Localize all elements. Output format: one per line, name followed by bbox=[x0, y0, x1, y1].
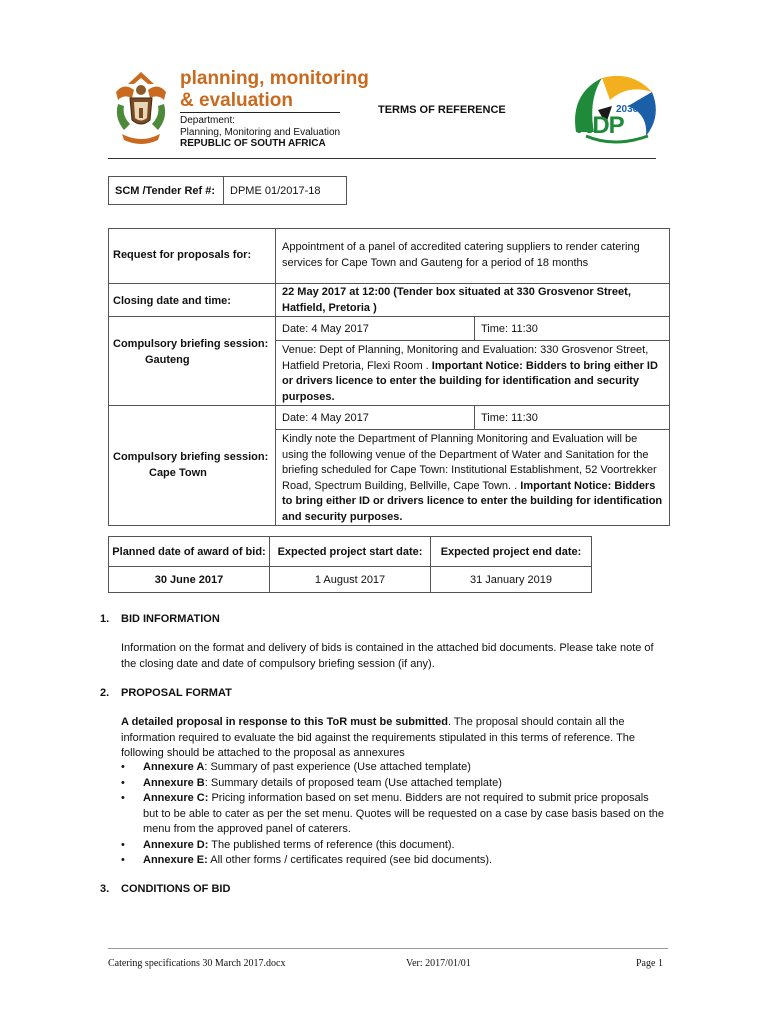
annex-item bbox=[121, 791, 666, 838]
start-date-header: Expected project start date: bbox=[270, 537, 431, 567]
capetown-notice: Important Notice: Bidders to bring either ID or drivers licence to enter the building for identification and security purposes. bbox=[282, 479, 663, 523]
annex-text: Pricing information based on set menu. Bidders are not required to submit price proposals but to be able to cater as per the set menu. Quotes will be requested on a case by case basis based on the menu from the approved panel of caterers. bbox=[143, 792, 664, 835]
end-date-value: 31 January 2019 bbox=[431, 567, 592, 593]
capetown-venue-text: Kindly note the Department of Planning Monitoring and Evaluation will be using the following venue of the Department of Water and Sanitation for the briefing scheduled for Cape Town: Institutional Establishment, 52 Voortrekker Road, Spectrum Building, Bellville, Cape Town. . bbox=[282, 433, 657, 492]
footer-rule bbox=[108, 948, 668, 949]
section-2-number: 2. bbox=[100, 687, 110, 699]
ndp-logo bbox=[566, 70, 662, 150]
end-date-header: Expected project end date: bbox=[431, 537, 592, 567]
annex-label: Annexure D: bbox=[143, 838, 209, 851]
annex-label: Annexure B bbox=[143, 776, 205, 789]
section-1-body: Information on the format and delivery of bids is contained in the attached bid documents. Please take note of the closing date and date of compulsory briefing session (if any). bbox=[121, 642, 654, 670]
closing-value: 22 May 2017 at 12:00 (Tender box situated at 330 Grosvenor Street, Hatfield, Pretoria ) bbox=[276, 284, 670, 317]
award-date-header: Planned date of award of bid: bbox=[109, 537, 270, 567]
gauteng-time: Time: 11:30 bbox=[475, 317, 670, 341]
closing-label-text: Closing date and time: bbox=[113, 295, 231, 307]
section-2-body bbox=[121, 715, 666, 762]
dept-name-line2: & evaluation bbox=[180, 90, 293, 111]
annex-item bbox=[121, 838, 666, 854]
closing-label bbox=[109, 284, 276, 317]
dates-table bbox=[108, 536, 592, 593]
annex-label: Annexure A bbox=[143, 761, 205, 773]
dept-sub1: Department: bbox=[180, 115, 236, 126]
section-2-text: . The proposal should contain all the information required to evaluate the bid against the requirements stipulated in this terms of reference. The following should be attached to the proposal as annexures bbox=[121, 716, 636, 759]
capetown-date: Date: 4 May 2017 bbox=[276, 406, 475, 430]
section-1-title: BID INFORMATION bbox=[121, 613, 220, 625]
section-2-lead: A detailed proposal in response to this ToR must be submitted bbox=[121, 716, 448, 728]
capetown-venue bbox=[276, 430, 670, 526]
request-label-text: Request for proposals for: bbox=[113, 249, 252, 261]
capetown-label-2: Cape Town bbox=[149, 466, 207, 479]
dept-logo bbox=[110, 68, 369, 150]
annex-label: Annexure C: bbox=[143, 792, 209, 804]
dept-name-line1: planning, monitoring bbox=[180, 68, 369, 89]
gauteng-label bbox=[109, 317, 276, 406]
coat-of-arms-icon bbox=[110, 68, 172, 150]
footer-page: Page 1 bbox=[636, 958, 663, 969]
gauteng-label-1: Compulsory briefing session: bbox=[113, 338, 269, 350]
annex-text: The published terms of reference (this document). bbox=[208, 838, 455, 851]
gauteng-venue-text: Venue: Dept of Planning, Monitoring and Evaluation: 330 Grosvenor Street, Hatfield Pretoria, Flexi Room . bbox=[282, 344, 649, 372]
ndp-text: NDP bbox=[576, 112, 624, 139]
gauteng-venue bbox=[276, 341, 670, 406]
annex-item bbox=[121, 776, 666, 792]
request-value: Appointment of a panel of accredited catering suppliers to render catering services for Cape Town and Gauteng for a period of 18 months bbox=[276, 229, 670, 284]
dept-sub2: Planning, Monitoring and Evaluation bbox=[180, 127, 341, 138]
section-3-number: 3. bbox=[100, 883, 110, 895]
annex-label: Annexure E: bbox=[143, 854, 208, 866]
award-date-value: 30 June 2017 bbox=[109, 567, 270, 593]
annex-item bbox=[121, 760, 666, 776]
annex-text: : Summary details of proposed team (Use attached template) bbox=[204, 776, 502, 789]
section-3-title: CONDITIONS OF BID bbox=[121, 883, 231, 895]
logo-divider bbox=[180, 112, 340, 113]
annex-text: : Summary of past experience (Use attached template) bbox=[204, 761, 471, 773]
ref-label: SCM /Tender Ref #: bbox=[109, 177, 224, 205]
footer-version: Ver: 2017/01/01 bbox=[406, 958, 471, 969]
rfp-table bbox=[108, 228, 670, 526]
annex-text: All other forms / certificates required (see bid documents). bbox=[207, 854, 493, 866]
header-rule bbox=[108, 158, 656, 159]
capetown-label bbox=[109, 406, 276, 526]
gauteng-label-2: Gauteng bbox=[145, 353, 190, 366]
section-2-title: PROPOSAL FORMAT bbox=[121, 687, 232, 699]
footer-filename: Catering specifications 30 March 2017.docx bbox=[108, 958, 286, 969]
ref-table bbox=[108, 176, 347, 205]
ndp-year: 2030 bbox=[616, 104, 639, 115]
start-date-value: 1 August 2017 bbox=[270, 567, 431, 593]
annex-item bbox=[121, 853, 666, 869]
gauteng-date: Date: 4 May 2017 bbox=[276, 317, 475, 341]
section-1-number: 1. bbox=[100, 613, 110, 625]
ref-value: DPME 01/2017-18 bbox=[224, 177, 347, 205]
gauteng-notice: Important Notice: Bidders to bring either ID or drivers licence to enter the building for identification and security purposes. bbox=[282, 359, 658, 403]
capetown-label-1: Compulsory briefing session: bbox=[113, 451, 269, 463]
capetown-time: Time: 11:30 bbox=[475, 406, 670, 430]
request-label bbox=[109, 229, 276, 284]
annex-list bbox=[121, 760, 666, 869]
document-title: TERMS OF REFERENCE bbox=[378, 104, 506, 116]
dept-sub3: REPUBLIC OF SOUTH AFRICA bbox=[180, 138, 326, 149]
